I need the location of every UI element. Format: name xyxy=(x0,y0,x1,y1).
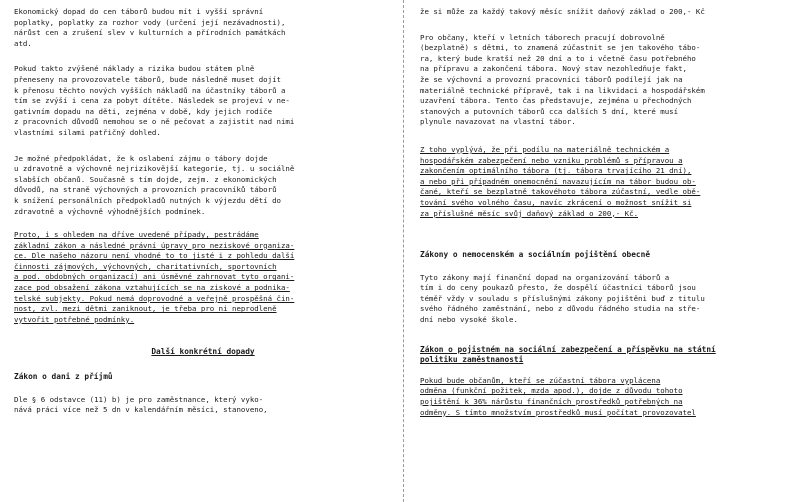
text-line: zakončením optimálního tábora (tj. tábora trvajícího 21 dní), xyxy=(420,166,692,176)
text-line: že si může za každý takový měsíc snížit daňový základ o 200,- Kč xyxy=(420,7,705,16)
text-line: vytvořit potřebné podmínky. xyxy=(14,314,135,324)
text-line: Proto, i s ohledem na dříve uvedené případy, pestrádáme xyxy=(14,230,259,240)
text-line: odměny. S tímto množstvím prostředků musí počítat provozovatel xyxy=(420,407,696,417)
text-line: z pracovních důvodů nemohou se o ně pečovat a zajistit nad nimi xyxy=(14,117,295,127)
text-line: Pro občany, kteří v letních táborech pracují dobrovolně xyxy=(420,32,665,42)
text-line: (bezplatně) s dětmi, to znamená zúčastnit se jen takového tábo- xyxy=(420,43,701,53)
text-line: materiálně technické přípravě, tak i na likvidaci a hospodářském xyxy=(420,85,705,95)
right-paragraph-2 xyxy=(420,33,802,128)
text-line: stanových a putovních táborů cca dalších 5 dní, které musí xyxy=(420,106,679,116)
left-paragraph-1 xyxy=(14,7,392,49)
text-line: k přenosu těchto nových vyšších nákladů na účastníky táborů a xyxy=(14,85,286,95)
text-line: čané, kteří se bezplatně takovéhoto tábora zúčastní, vedle obě- xyxy=(420,187,701,197)
text-line: Pokud bude občanům, kteří se zúčastní tábora vyplácena xyxy=(420,375,661,385)
text-line: plynule navazovat na vlastní tábor. xyxy=(420,117,576,127)
text-line: uzavření tábora. Tento čas představuje, zejména u přechodných xyxy=(420,96,692,106)
left-paragraph-5 xyxy=(14,395,392,416)
text-line: za příslušné měsíc svůj daňový základ o 200,- Kč. xyxy=(420,208,639,218)
text-line: téměř vždy v souladu s příslušnými zákony pojištěni buď z titulu xyxy=(420,293,705,303)
text-line: Je možné předpokládat, že k oslabení zájmu o tábory dojde xyxy=(14,153,268,163)
text-line: odměna (funkční požitek, mzda apod.), dojde z důvodu tohoto xyxy=(420,386,683,396)
text-line: nává práci více než 5 dn v kalendářním měsíci, stanoveno, xyxy=(14,405,268,415)
text-line: a pod. obdobných organizací) ani úsměvné zahrnovat tyto organi- xyxy=(14,272,295,282)
text-line: k snížení personálních předpokladů nutných k výjezdu dětí do xyxy=(14,195,281,205)
text-line: Pokud takto zvýšené náklady a rizika budou státem plně xyxy=(14,64,255,74)
text-line: tím se zvýší i cena za pobyt dítěte. Následek se projeví v ne- xyxy=(14,96,290,106)
text-line: atd. xyxy=(14,38,32,48)
text-line: Dle § 6 odstavce (11) b) je pro zaměstnance, který vyko- xyxy=(14,394,264,404)
right-paragraph-1 xyxy=(420,7,802,18)
text-line: Z toho vyplývá, že při podílu na materiálně technickém a xyxy=(420,144,670,154)
text-line: činnosti zájmových, výchovných, charitativních, sportovních xyxy=(14,261,277,271)
section-heading-sickness-insurance: Zákony o nemocenském a sociálním pojištění obecně xyxy=(420,250,651,260)
subheading-income-tax-law: Zákon o dani z příjmů xyxy=(14,372,113,382)
text-line: a nebo při případném onemocnění navazujícím na tábor budou ob- xyxy=(420,176,696,186)
text-line: Tyto zákony mají finanční dopad na organizování táborů a xyxy=(420,272,670,282)
text-line: svého řádného zaměstnání, nebo z důvodu řádného studia na stře- xyxy=(420,304,701,314)
page-gutter xyxy=(403,0,405,502)
section-heading-social-security-premium xyxy=(420,345,802,366)
text-line: základní zákon a následné právní úpravy pro neziskové organiza- xyxy=(14,240,295,250)
text-line: poplatky, poplatky za rozhor vody (určení její nezávadnosti), xyxy=(14,17,286,27)
left-page xyxy=(14,0,392,502)
text-line: slabších občanů. Současně s tím dojde, zejm. z ekonomických xyxy=(14,174,277,184)
section-heading-other-impacts: Další konkrétní dopady xyxy=(151,347,255,357)
text-line: dní nebo vysoké škole. xyxy=(420,315,518,325)
left-paragraph-4-underlined xyxy=(14,230,392,325)
text-line: zace pod obsažení zákona vztahujících se na ziskové a podnika- xyxy=(14,283,290,293)
text-line: Ekonomický dopad do cen táborů budou mít i vyšší správní xyxy=(14,7,264,16)
text-line: na přípravu a zakončení tábora. Nový stav nezohledňuje fakt, xyxy=(420,64,687,74)
text-line: ce. Dle našeho názoru není vhodné to to jisté i z pohledu další xyxy=(14,251,295,261)
text-line: vlastními silami patřičný dohled. xyxy=(14,127,161,137)
text-line: tím i do ceny poukazů přesto, že dospělí účastníci táborů jsou xyxy=(420,283,696,293)
right-page xyxy=(420,0,802,502)
right-paragraph-3-underlined xyxy=(420,145,802,219)
text-line: politiku zaměstnanosti xyxy=(420,355,524,365)
left-paragraph-3 xyxy=(14,154,392,218)
text-line: tování svého volného času, navíc zkrácení o možnost snížit si xyxy=(420,197,692,207)
text-line: gativním dopadu na děti, zejména v době, kdy jejich rodiče xyxy=(14,106,273,116)
text-line: nost, zvl. mezi dětmi zaniknout, je třeba pro ni neprodleně xyxy=(14,304,277,314)
text-line: že se výchovní a provozní pracovníci táborů podílejí jak na xyxy=(420,74,683,84)
text-line: hospodářském zabezpečení nebo vzniku problémů s přípravou a xyxy=(420,155,683,165)
text-line: Zákon o pojistném na sociální zabezpečení a příspěvku na státní xyxy=(420,344,716,354)
left-paragraph-2 xyxy=(14,64,392,138)
right-paragraph-5-underlined xyxy=(420,376,802,418)
text-line: nárůst cen a zrušení slev v kulturních a přírodních památkách xyxy=(14,28,286,38)
text-line: telské subjekty. Pokud nemá doprovodné a veřejně prospěšná čin- xyxy=(14,293,295,303)
text-line: důvodů, na straně výchovných a provozních pracovníků táborů xyxy=(14,185,277,195)
text-line: přeneseny na provozovatele táborů, bude následně muset dojít xyxy=(14,74,281,84)
text-line: pojištění k 36% nárůstu finančních prostředků potřebných na xyxy=(420,397,683,407)
right-paragraph-4 xyxy=(420,273,802,326)
text-line: ra, který bude kratší než 20 dní a to i včetně času potřebného xyxy=(420,53,696,63)
text-line: zdravotně a výchovně výhodnějších podmínek. xyxy=(14,206,206,216)
text-line: u zdravotně a výchovně nejrizikovější kategorie, tj. u sociálně xyxy=(14,164,295,174)
